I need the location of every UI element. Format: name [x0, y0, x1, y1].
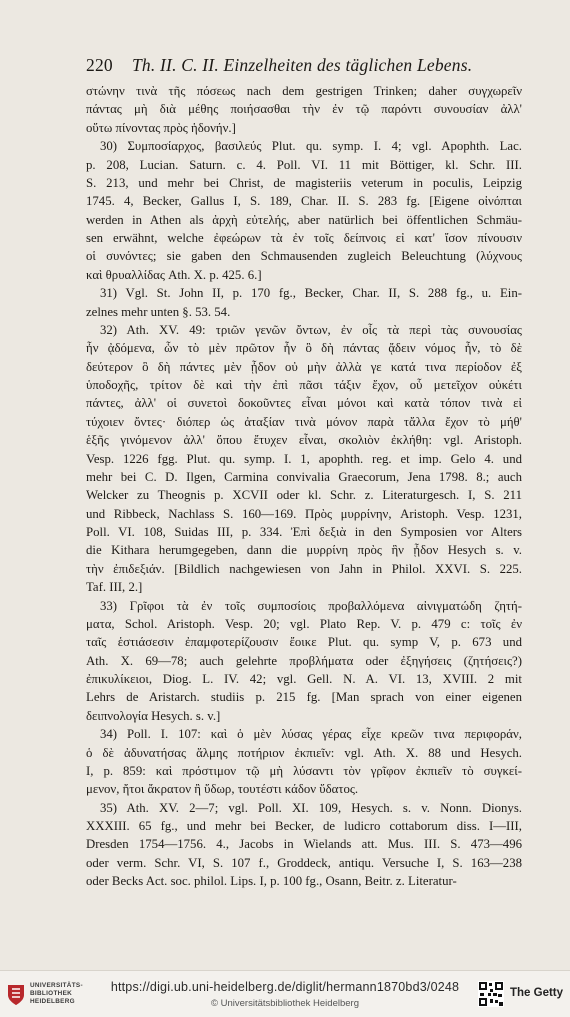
text-line: XXXIII. 65 fg., und mehr bei Becker, de ludicro cottaborum diss. I—III, [86, 819, 522, 833]
text-line: ματα, Schol. Aristoph. Vesp. 20; vgl. Plato Rep. V. p. 479 c: τοῖς ἐν [86, 616, 522, 631]
text-line: Dresden 1754—1756. 4., Jacobs in Wielands att. Mus. III. S. 473—496 [86, 837, 522, 852]
running-title: Th. II. C. II. Einzelheiten des täglichen Lebens. [132, 55, 473, 75]
permalink-url[interactable]: https://digi.ub.uni-heidelberg.de/diglit/hermann1870bd3/0248 [110, 980, 460, 994]
text-line: S. 213, und mehr bei Christ, de magisteriis veterum in poculis, Leipzig [86, 175, 522, 190]
text-line: ὑποδοχῆς, τρίτον δὲ καὶ τὴν ἐπὶ πᾶσι τάξιν ἔχον, οὗ μετεῖχον οὐκέτι [86, 378, 522, 392]
text-line: p. 208, Lucian. Saturn. c. 4. Poll. VI. 11 mit Böttiger, kl. Schr. III. [86, 157, 522, 172]
text-line: ταῖς ἑστιάσεσιν ἐπαμφοτερίζουσιν ἔοικε Plut. qu. symp V, p. 673 und [86, 635, 522, 650]
text-line: Vesp. 1226 fgg. Plut. qu. symp. I. 1, apophth. reg. et imp. Gelo 4. und [86, 451, 522, 466]
library-name-line-1: UNIVERSITÄTS- [30, 982, 83, 989]
text-line: οὕτω πίνοντας πρὸς ἡδονήν.] [86, 120, 236, 135]
text-line: τύχοιεν ὄντες· διόπερ ὡς ἀταξίαν τινὰ μόνον παρὰ τἄλλα ἔχον τὸ μήθ' [86, 414, 522, 429]
page-header [86, 55, 516, 85]
text-line: und Ribbeck, Nachlass S. 160—169. Πρὸς μυρρίνην, Aristoph. Vesp. 1231, [86, 506, 522, 521]
page-number: 220 [86, 55, 113, 75]
text-line: werden in Athen als ἀρχὴ εὐτελής, aber natürlich bei öffentlichen Schmäu- [86, 212, 522, 227]
text-line: Poll. VI. 108, Suidas III, p. 334. Ἐπὶ δεξιὰ in den Symposien vor Alters [86, 525, 522, 539]
text-line: mehr bei C. D. Ilgen, Carmina convivalia Graecorum, Jena 1798. 8.; auch [86, 469, 522, 484]
copyright-notice: © Universitätsbibliothek Heidelberg [211, 998, 359, 1009]
library-name-line-2: BIBLIOTHEK [30, 990, 73, 997]
text-line: Taf. III, 2.] [86, 580, 143, 595]
qr-code-icon[interactable] [478, 981, 504, 1007]
text-line: τὴν ἐπιδεξιάν. [Bildlich nachgewiesen von Jahn in Philol. XXVI. S. 225. [86, 561, 522, 576]
text-line: ὁ δὲ ἀδυνατήσας ἅλμης ποτήριον ἐκπιεῖν: vgl. Ath. X. 88 und Hesych. [86, 745, 522, 760]
library-name-line-3: HEIDELBERG [30, 998, 75, 1005]
text-line: δεύτερον ὃ δὴ πάντες μὲν ᾖδον οὐ μὴν ἀλλὰ γε κατά τινα περίοδον ἐξ [86, 359, 522, 374]
text-line: ἐπικυλίκειοι, Diog. L. IV. 42; vgl. Gell. N. A. VI. 13, XVIII. 2 mit [86, 672, 522, 686]
text-line: στώνην τινὰ τῆς πόσεως nach dem gestrigen Trinken; daher συγχωρεῖν [86, 84, 522, 98]
text-line: 1745. 4, Becker, Gallus I, S. 189, Char. II. S. 283 fg. [Eigene οἰνόπται [86, 194, 522, 209]
footnotes-body [86, 82, 522, 891]
viewer-footer [0, 970, 570, 1017]
text-line: 30) Συμποσίαρχος, βασιλεύς Plut. qu. symp. I. 4; vgl. Apophth. Lac. [100, 139, 522, 154]
text-line: I, p. 859: καὶ πρόστιμον τῷ μὴ λύσαντι τὸν γρῖφον ἐκπιεῖν τὸ συγκεί- [86, 763, 522, 778]
text-line: ἦν ᾀδόμενα, ὧν τὸ μὲν πρῶτον ἦν ὃ δὴ πάντας ᾄδειν νόμος ἦν, τὸ δὲ [86, 341, 522, 356]
text-line: πάντας μὴ διὰ μέθης ποιήσασθαι τὴν ἐν τῷ παρόντι συνουσίαν ἀλλ' [86, 102, 522, 117]
text-line: 35) Ath. XV. 2—7; vgl. Poll. XI. 109, Hesych. s. v. Nonn. Dionys. [100, 800, 522, 815]
text-line: ἑξῆς γινόμενον ἀλλ' ὅπου ἔτυχεν εἶναι, σκολιὸν ἐκλήθη: vgl. Aristoph. [86, 433, 522, 448]
text-line: καὶ θρυαλλίδας Ath. X. p. 425. 6.] [86, 267, 262, 282]
text-line: Welcker zu Theognis p. XCVII oder kl. Schr. z. Literaturgesch. I, S. 211 [86, 488, 522, 503]
text-line: die Kithara herumgegeben, dann die μυρρίνη πρὸς ἣν ᾖδον Hesych s. v. [86, 543, 522, 558]
text-line: πάντες, ἀλλ' οἱ συνετοὶ δοκοῦντες εἶναι μόνοι καὶ κατὰ τόπον τινὰ εἰ [86, 396, 522, 411]
text-line: Ath. X. 69—78; auch gelehrte προβλήματα oder ἐξηγήσεις (ζητήσεις?) [86, 653, 522, 668]
text-line: zelnes mehr unten §. 53. 54. [86, 304, 231, 319]
text-line: oder Becks Act. soc. philol. Lips. I, p. 100 fg., Osann, Beitr. z. Literatur- [86, 874, 457, 889]
sponsor-logo[interactable]: The Getty [510, 987, 564, 999]
text-line: οἱ συνόντες; sie gaben den Schmausenden zugleich Beleuchtung (λύχνους [86, 249, 522, 264]
text-line: 32) Ath. XV. 49: τριῶν γενῶν ὄντων, ἐν οἷς τὰ περὶ τὰς συνουσίας [100, 322, 522, 337]
text-line: δειπνολογία Hesych. s. v.] [86, 708, 221, 723]
text-line: sen erwähnt, welche ἐφεώρων τὰ ἐν τοῖς δείπνοις εἰ κατ' ἴσον πίνουσιν [86, 231, 522, 245]
text-line: 31) Vgl. St. John II, p. 170 fg., Becker, Char. II, S. 288 fg., u. Ein- [100, 286, 522, 301]
text-line: 33) Γρῖφοι τὰ ἐν τοῖς συμποσίοις προβαλλόμενα αἰνιγματώδη ζητή- [100, 598, 522, 613]
text-line: Lehrs de Aristarch. studiis p. 215 fg. [Man sprach von einer eigenen [86, 690, 522, 705]
text-line: μενον, ἤτοι ἄκρατον ἢ ὕδωρ, τουτέστι κάδον ὕδατος. [86, 782, 359, 797]
text-line: oder verm. Schr. VI, S. 107 f., Groddeck, antiqu. Versuche I, S. 163—238 [86, 855, 522, 870]
text-line: 34) Poll. I. 107: καὶ ὁ μὲν λύσας γέρας εἶχε κρεῶν τινα περιφοράν, [100, 727, 522, 742]
